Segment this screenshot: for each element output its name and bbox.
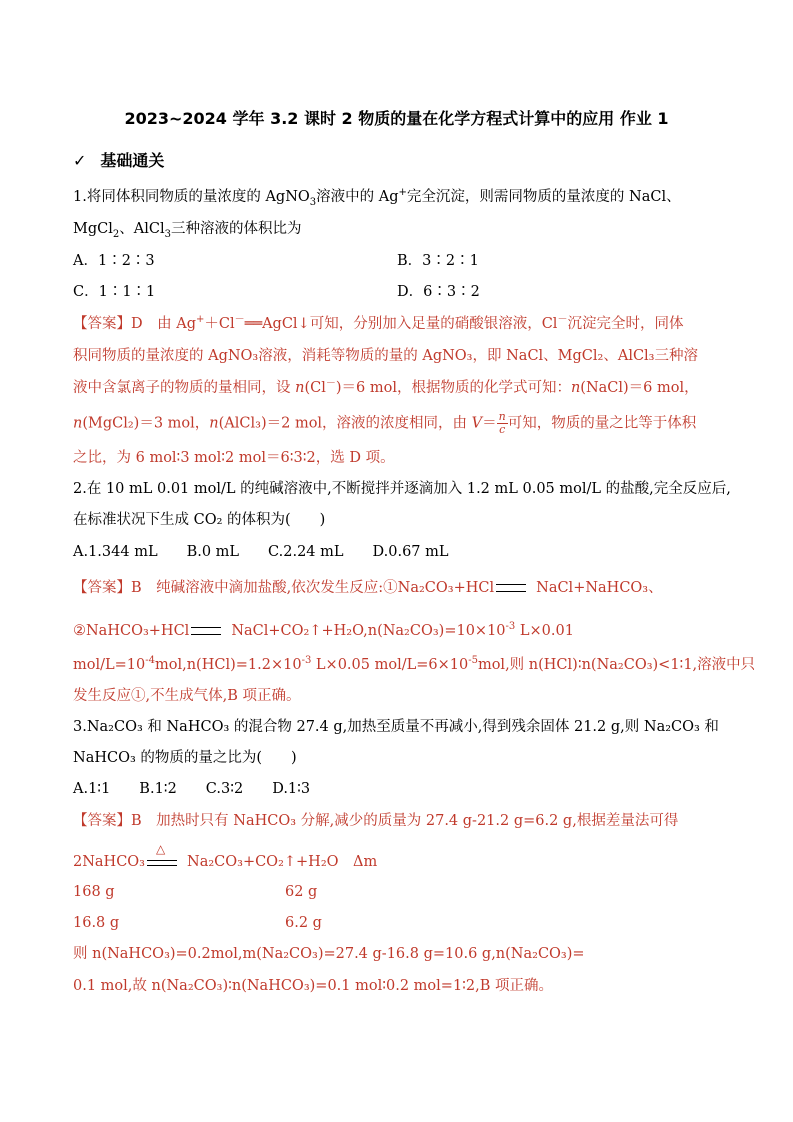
q3-line-2: NaHCO₃ 的物质的量之比为( ) [73, 750, 297, 766]
equation-sign [496, 584, 526, 592]
q1-option-d: D．6∶3∶2 [397, 284, 480, 300]
check-icon: ✓ [73, 151, 87, 170]
equation-sign [191, 627, 221, 635]
q3-options: A.1∶1 B.1∶2 C.3∶2 D.1∶3 [73, 781, 311, 797]
q2-answer-line-3: mol/$L=10^{-4}mol,n(HCl)=1.2\times 10^{-3}$ L×0.05 mol/$L=6\times 10^{-5}mol$,则 n(HCl)∶n(Na₂CO₃)<1∶1,溶液中只 [73, 655, 756, 673]
q1-answer-line-4: n(MgCl₂)＝3 mol，n(AlCl₃)＝2 mol，溶液的浓度相同，由 V＝ $\frac{n}{c}$ 可知，物质的量之比等于体积 [73, 410, 697, 436]
q3-conclusion-line-2: 0.1 mol,故 n(Na₂CO₃)∶n(NaHCO₃)=0.1 mol∶0.2 mol=1∶2,B 项正确。 [73, 978, 554, 994]
n-over-c-fraction: $\frac{n}{c}$ [498, 410, 506, 436]
q1-answer-line-1: 【答案】D 由 Ag+＋Cl－══AgCl↓可知，分别加入足量的硝酸银溶液，Cl－沉淀完全时，同体 [73, 314, 684, 332]
q2-line-2: 在标准状况下生成 CO₂ 的体积为( ) [73, 512, 326, 528]
q3-answer-line-1: 【答案】B 加热时只有 NaHCO₃ 分解,减少的质量为 27.4 g-21.2 g=6.2 g,根据差量法可得 [73, 813, 679, 829]
q1-answer-line-3: 液中含氯离子的物质的量相同，设 n(Cl－)＝6 mol，根据物质的化学式可知：n(NaCl)＝6 mol， [73, 378, 699, 396]
q2-line-1: 2.在 10 mL 0.01 mol/L 的纯碱溶液中,不断搅拌并逐滴加入 1.2 mL 0.05 mol/L 的盐酸,完全反应后, [73, 481, 731, 497]
section-label: 基础通关 [100, 151, 165, 170]
q1-option-a: A．1∶2∶3 [73, 253, 155, 269]
q1-line-2: MgCl$_2$、AlCl$_3$三种溶液的体积比为 [73, 221, 302, 240]
q2-answer-line-2: ②NaHCO₃+HCl $NaCl+CO_2↑+H_2O,n(Na_2CO_3)=10\times 10^{-3}$ L×0.01 [73, 621, 574, 639]
q1-line-1: 1.将同体积同物质的量浓度的 AgNO$_3$溶液中的 Ag+完全沉淀，则需同物质的量浓度的 NaCl、 [73, 187, 681, 208]
section-heading [73, 148, 164, 171]
q2-answer-line-1: 【答案】B 纯碱溶液中滴加盐酸,依次发生反应:①Na₂CO₃+HCl NaCl+NaHCO₃、 [73, 580, 663, 596]
q2-answer-line-4: 发生反应①,不生成气体,B 项正确。 [73, 688, 301, 704]
q3-line-1: 3.Na₂CO₃ 和 NaHCO₃ 的混合物 27.4 g,加热至质量不再减小,得到残余固体 21.2 g,则 Na₂CO₃ 和 [73, 719, 719, 735]
q3-conclusion-line-1: 则 n(NaHCO₃)=0.2mol,m(Na₂CO₃)=27.4 g-16.8 g=10.6 g,n(Na₂CO₃)= [73, 946, 585, 962]
q2-options: A.1.344 mL B.0 mL C.2.24 mL D.0.67 mL [73, 544, 449, 560]
q1-option-c: C．1∶1∶1 [73, 284, 156, 300]
page-title: 2023~2024 学年 3.2 课时 2 物质的量在化学方程式计算中的应用 作业 1 [124, 109, 669, 128]
q1-answer-line-5: 之比，为 6 mol∶3 mol∶2 mol＝6∶3∶2，选 D 项。 [73, 450, 395, 466]
q1-option-b: B．3∶2∶1 [397, 253, 479, 269]
q3-equation: 2NaHCO₃ △ Na₂CO₃+CO₂↑+H₂O Δm [73, 852, 377, 872]
delta-icon: △ [156, 842, 166, 856]
q1-answer-line-2: 积同物质的量浓度的 AgNO₃溶液，消耗等物质的量的 AgNO₃，即 NaCl、MgCl₂、AlCl₃三种溶 [73, 348, 698, 364]
heat-condition-sign [147, 842, 177, 867]
